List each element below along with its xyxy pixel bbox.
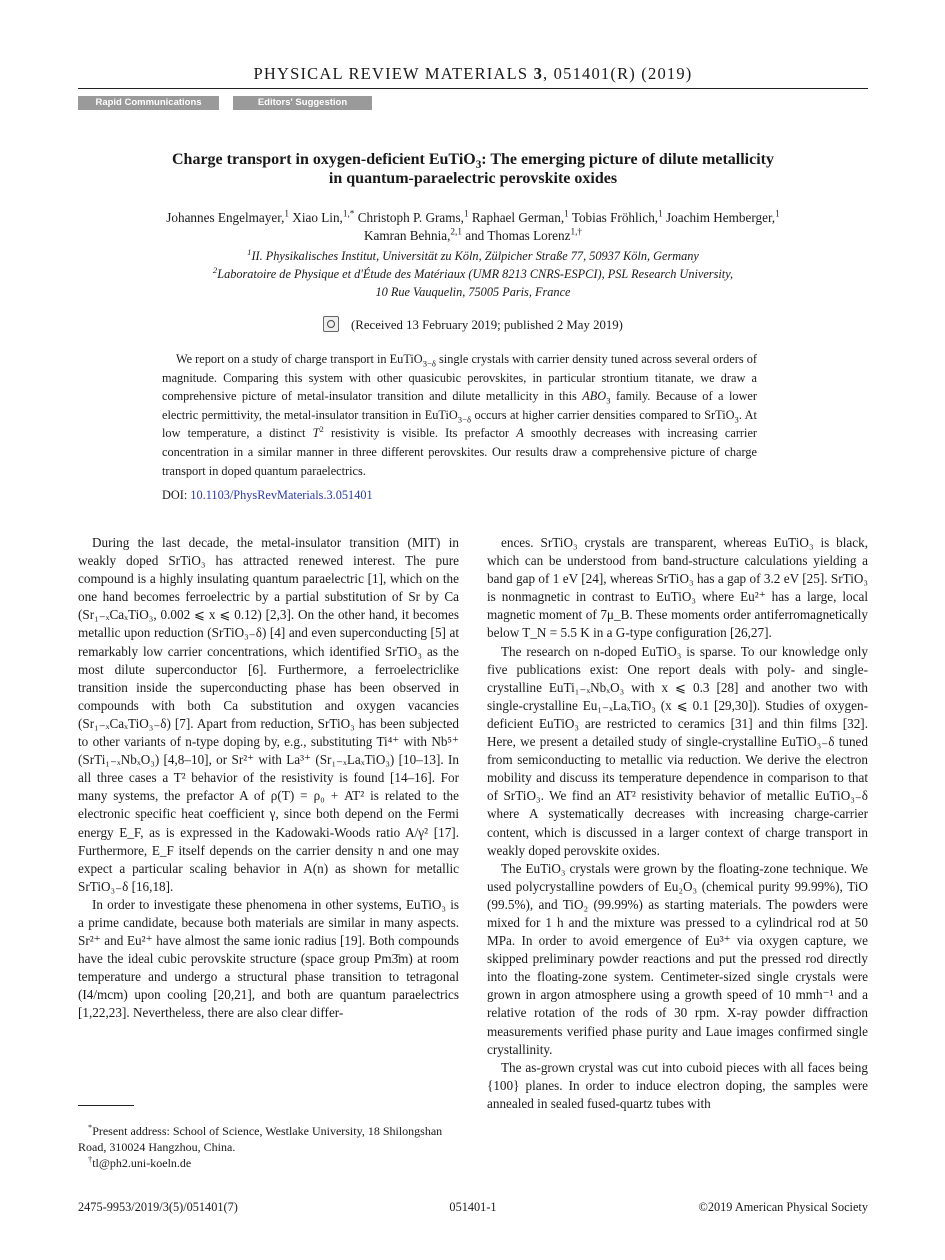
- received-line: [78, 316, 868, 333]
- header-rule: [78, 88, 868, 89]
- abstract: We report on a study of charge transport in EuTiO$_{3-\delta}$ single crystals with carrier density tuned across several orders of magnitude. Comparing this system with other quasicubic perovskites, in particular strontium titanate, we draw a comprehensive picture of metal-insulator transition and dilute metallicity in this $ABO_3$ family. Because of a lower electric permittivity, the metal-insulator transition in EuTiO$_{3-\delta}$ occurs at higher carrier densities compared to SrTiO$_3$. At low temperature, a distinct $T^2$ resistivity is visible. Its prefactor A smoothly decreases with increasing carrier concentration in a similar manner in three different perovskites. Our results draw a comprehensive picture of charge transport in doped quantum paraelectrics.: [162, 352, 757, 478]
- paragraph: During the last decade, the metal-insulator transition (MIT) in weakly doped SrTiO₃ has attracted renewed interest. The pure compound is a highly insulating quantum paraelectric [1], which on the one hand becomes ferroelectric by a partial substitution of Sr by Ca (Sr₁₋ₓCaₓTiO₃, 0.002 ⩽ x ⩽ 0.12) [2,3]. On the other hand, it becomes metallic upon reduction (SrTiO₃₋δ) [4] and even superconducting [5] at remarkably low carrier concentrations, which identified SrTiO₃ as the most dilute superconductor [6]. Furthermore, a ferroelectriclike transition inside the superconducting phase has been observed in compounds with both Ca substitution and oxygen vacancies (Sr₁₋ₓCaₓTiO₃₋δ) [7]. Apart from reduction, SrTiO₃ has been subjected to other variants of n-type doping by, e.g., substituting Ti⁴⁺ with Nb⁵⁺ (SrTi₁₋ₓNbₓO₃) [4,8–10], or Sr²⁺ with La³⁺ (Sr₁₋ₓLaₓTiO₃) [10–13]. In all three cases a T² behavior of the resistivity is found [14–16]. For many systems, the prefactor A of ρ(T) = ρ₀ + AT² is related to the electronic specific heat coefficient γ, since both depend on the Fermi energy E_F, as is expressed in the Kadowaki-Woods ratio A/γ² [17]. Furthermore, E_F itself depends on the carrier density n and one may expect a particular scaling behavior in A(n) as shown for metallic SrTiO₃₋δ [16,18].: [78, 535, 459, 894]
- journal-header: [78, 64, 868, 84]
- footnotes: *Present address: School of Science, Westlake University, 18 Shilongshan Road, 310024 Hangzhou, China. †tl@ph2.uni-koeln.de: [78, 1123, 443, 1170]
- footnote-present-address: Present address: School of Science, Westlake University, 18 Shilongshan Road, 310024 Hangzhou, China.: [78, 1124, 443, 1154]
- journal-name: PHYSICAL REVIEW MATERIALS: [253, 64, 529, 83]
- paragraph: The research on n-doped EuTiO₃ is sparse. To our knowledge only five publications exist: One report deals with poly- and single-crystalline EuTi₁₋ₓNbₓO₃ with x ⩽ 0.3 [28] and another two with single-crystalline Eu₁₋ₓLaₓTiO₃ (x ⩽ 0.1 [29,30]). Studies of oxygen-deficient EuTiO₃ are restricted to ceramics [31] and thin films [32]. Here, we present a detailed study of single-crystalline EuTiO₃₋δ tuned from semiconducting to metallic via reduction. We derive the electron mobility and discuss its temperature dependence in comparison to that of SrTiO₃. We find an AT² resistivity behavior of metallic EuTiO₃₋δ where A systematically decreases with increasing charge-carrier content, which is discussed in a larger context of charge transport in weakly doped perovskite oxides.: [487, 643, 868, 858]
- tag-rapid-communications[interactable]: Rapid Communications: [78, 96, 219, 110]
- paragraph: The EuTiO₃ crystals were grown by the floating-zone technique. We used polycrystalline powders of Eu₂O₃ (chemical purity 99.99%), TiO (99.5%), and TiO₂ (99.99%) as starting materials. The powders were mixed for 1 h and the mixture was pressed to a cylindrical rod at 50 MPa. In order to avoid emergence of Eu³⁺ via oxygen capture, we skipped preliminary powder reactions and put the pressed rod directly into the floating-zone system. Centimeter-sized single crystals were grown in argon atmosphere using a growth speed of 10 mmh⁻¹ and a relative rotation of the rods of 30 rpm. X-ray powder diffraction measurements verified phase purity and Laue images confirmed single crystallinity.: [487, 860, 868, 1057]
- author: Kamran Behnia,: [363, 228, 451, 243]
- journal-citation: , 051401(R) (2019): [543, 64, 693, 83]
- doi-line: DOI: 10.1103/PhysRevMaterials.3.051401: [162, 488, 373, 502]
- paragraph: In order to investigate these phenomena in other systems, EuTiO₃ is a prime candidate, because both materials are similar in many aspects. Sr²⁺ and Eu²⁺ have almost the same ionic radius [19]. Both compounds have the ideal cubic perovskite structure (space group Pm3̄m) at room temperature and undergo a structural phase transition to tetragonal (I4/mcm) upon cooling [20,21], and both are quantum paraelectrics [1,22,23]. Nevertheless, there are also clear differ-: [78, 896, 459, 1021]
- paragraph: ences. SrTiO₃ crystals are transparent, whereas EuTiO₃ is black, which can be understood from band-structure calculations yielding a band gap of 1 eV [24], whereas SrTiO₃ has a gap of 3.2 eV [25]. SrTiO₃ is nonmagnetic in contrast to EuTiO₃ where Eu²⁺ has a large, local magnetic moment of 7μ_B. These moments order antiferromagnetically below T_N = 5.5 K in a G-type configuration [26,27].: [487, 535, 868, 641]
- author: Xiao Lin,: [292, 210, 343, 225]
- body-column-right: [487, 534, 868, 1113]
- footnote-rule: [78, 1105, 134, 1106]
- author: Christoph P. Grams,: [357, 210, 464, 225]
- footnote-email[interactable]: tl@ph2.uni-koeln.de: [92, 1156, 192, 1170]
- affiliations: $^1$II. Physikalisches Institut, Universität zu Köln, Zülpicher Straße 77, 50937 Köln, Germany $^2$Laboratoire de Physique et d'Étude des Matériaux (UMR 8213 CNRS-ESPCI), PSL Research University, 10 Rue Vauquelin, 75005 Paris, France: [212, 246, 734, 299]
- author: Tobias Fröhlich,: [571, 210, 659, 225]
- affiliation-1: II. Physikalisches Institut, Universität zu Köln, Zülpicher Straße 77, 50937 Köln, Germany: [251, 249, 699, 263]
- paragraph: The as-grown crystal was cut into cuboid pieces with all faces being {100} planes. In order to induce electron doping, the samples were annealed in sealed fused-quartz tubes with: [487, 1059, 868, 1111]
- author: Johannes Engelmayer,: [166, 210, 285, 225]
- footer-issn: 2475-9953/2019/3(5)/051401(7): [78, 1200, 238, 1214]
- tag-editors-suggestion[interactable]: Editors' Suggestion: [233, 96, 372, 110]
- body-column-left: [78, 534, 459, 1023]
- author: and Thomas Lorenz: [465, 228, 571, 243]
- affiliation-2-address: 10 Rue Vauquelin, 75005 Paris, France: [375, 285, 571, 299]
- author: Joachim Hemberger,: [666, 210, 776, 225]
- footer-page-number: 051401-1: [449, 1200, 497, 1214]
- affiliation-2: Laboratoire de Physique et d'Étude des Matériaux (UMR 8213 CNRS-ESPCI), PSL Research University,: [217, 267, 734, 281]
- journal-volume: 3: [533, 64, 544, 83]
- footer-copyright: ©2019 American Physical Society: [698, 1200, 868, 1214]
- author: Raphael German,: [471, 210, 565, 225]
- received-dates: (Received 13 February 2019; published 2 May 2019): [351, 318, 623, 332]
- doi-link[interactable]: 10.1103/PhysRevMaterials.3.051401: [190, 488, 373, 502]
- crossmark-icon[interactable]: [323, 316, 339, 332]
- author-list: Johannes Engelmayer,$^1$ Xiao Lin,$^{1,*}$ Christoph P. Grams,$^1$ Raphael German,$^1$ Tobias Fröhlich,$^1$ Joachim Hemberger,$^1$ Kamran Behnia,$^{2,1}$ and Thomas Lorenz$^{1,\dagger}$: [166, 208, 780, 243]
- paper-title: Charge transport in oxygen-deficient EuTiO$_3$: The emerging picture of dilute metallicity in quantum-paraelectric perovskite oxides: [172, 151, 774, 187]
